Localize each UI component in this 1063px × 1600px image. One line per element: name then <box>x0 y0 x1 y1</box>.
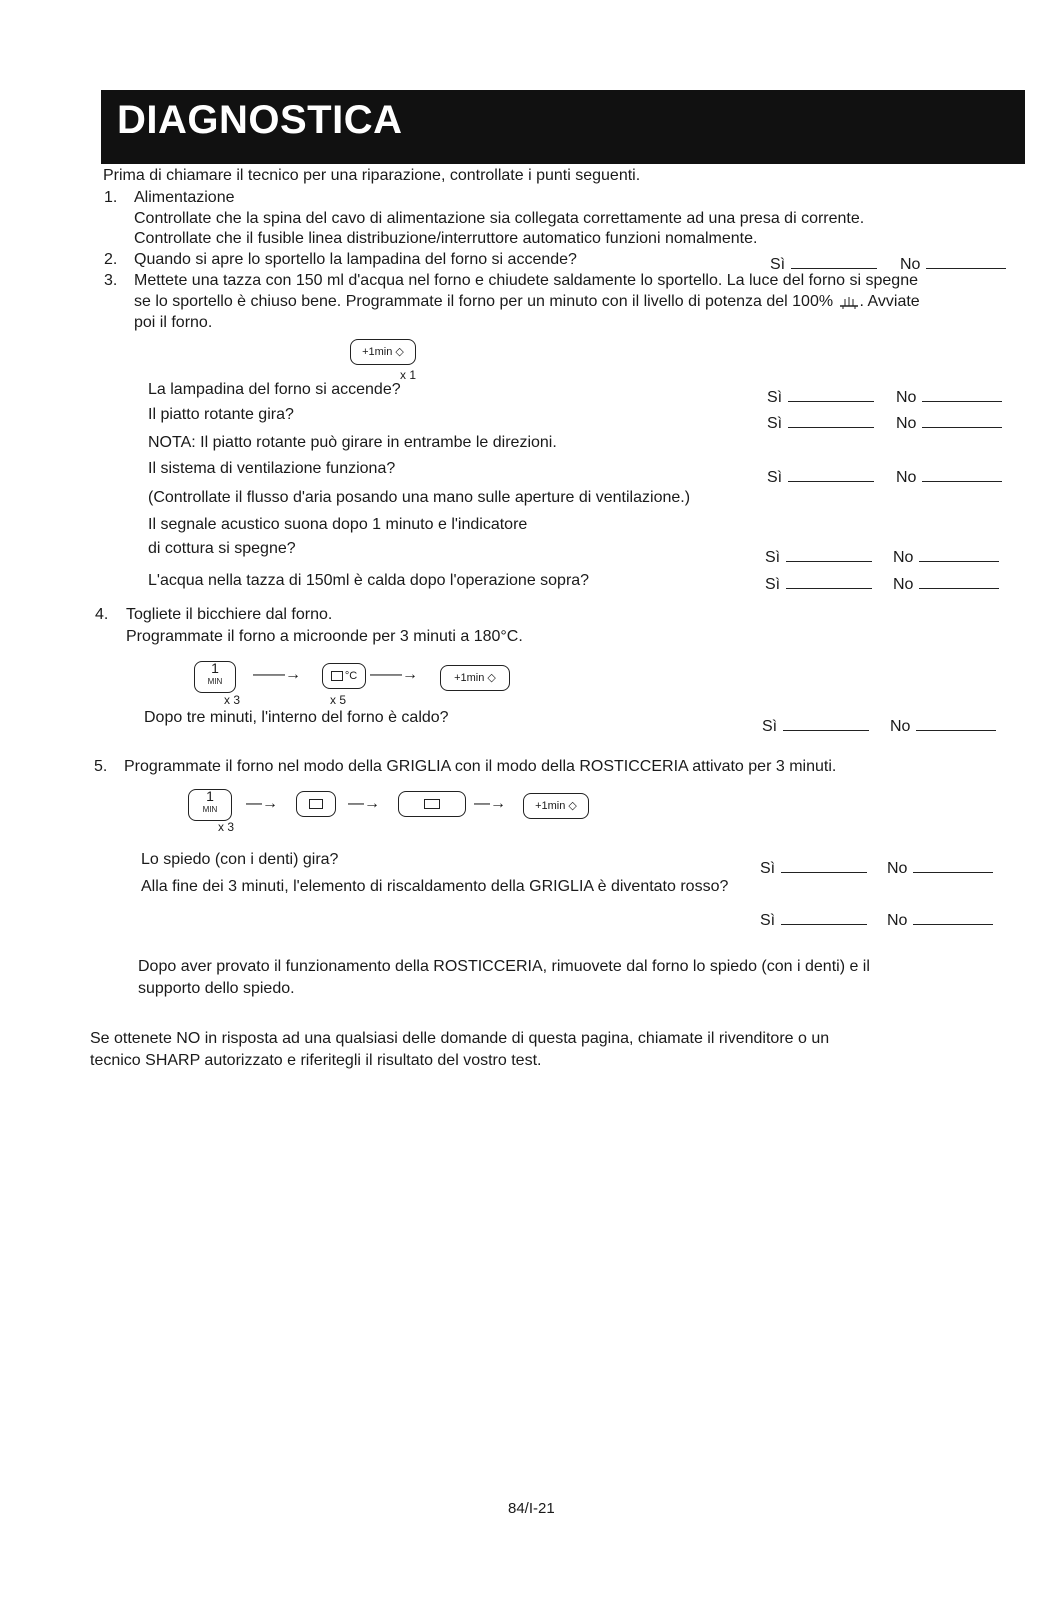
yes-answer: Sì <box>767 415 874 433</box>
note: (Controllate il flusso d'aria posando una mano sulle aperture di ventilazione.) <box>148 489 691 506</box>
note: Dopo aver provato il funzionamento della ROSTICCERIA, rimuovete dal forno lo spiedo (con i denti) e il <box>138 958 870 975</box>
yes-answer: Sì <box>760 912 867 930</box>
key-multiplier: x 1 <box>400 368 417 382</box>
yes-answer: Sì <box>767 469 874 487</box>
rotisserie-icon <box>424 799 440 809</box>
item4-line: Programmate il forno a microonde per 3 minuti a 180°C. <box>126 628 523 645</box>
start-plus-one-minute-button: +1min ◇ <box>523 793 589 819</box>
arrow-right-icon: ——→ <box>253 666 301 683</box>
footer-text: tecnico SHARP autorizzato e riferitegli il risultato del vostro test. <box>90 1052 542 1069</box>
grill-button <box>296 791 336 817</box>
one-minute-button: 1 MIN <box>188 789 232 821</box>
one-minute-button: 1 MIN <box>194 661 236 693</box>
no-answer: No <box>890 718 996 736</box>
intro-text: Prima di chiamare il tecnico per una riparazione, controllate i punti seguenti. <box>103 167 641 184</box>
item-number: 3. <box>104 272 118 289</box>
no-answer: No <box>900 256 1006 274</box>
no-answer: No <box>896 389 1002 407</box>
item1-line: Controllate che la spina del cavo di alimentazione sia collegata correttamente ad una presa di corrente. <box>134 210 865 227</box>
item-number: 4. <box>95 606 109 623</box>
start-plus-one-minute-button: +1min ◇ <box>440 665 510 691</box>
arrow-right-icon: —→ <box>246 795 278 812</box>
question: Il piatto rotante gira? <box>148 406 294 423</box>
page-number: 84/I-21 <box>508 1500 555 1517</box>
item3-line: poi il forno. <box>134 314 213 331</box>
no-answer: No <box>896 469 1002 487</box>
yes-answer: Sì <box>762 718 869 736</box>
question: L'acqua nella tazza di 150ml è calda dopo l'operazione sopra? <box>148 572 590 589</box>
key-multiplier: x 3 <box>224 693 241 707</box>
yes-answer: Sì <box>767 389 874 407</box>
question: Lo spiedo (con i denti) gira? <box>141 851 339 868</box>
item1-heading: Alimentazione <box>134 189 235 206</box>
arrow-right-icon: —→ <box>474 795 506 812</box>
start-plus-one-minute-button: +1min ◇ <box>350 339 416 365</box>
key-multiplier: x 5 <box>330 693 347 707</box>
no-answer: No <box>893 576 999 594</box>
question: Il segnale acustico suona dopo 1 minuto e l'indicatore <box>148 516 528 533</box>
convection-temperature-button: °C <box>322 663 366 689</box>
question: La lampadina del forno si accende? <box>148 381 401 398</box>
item4-line: Togliete il bicchiere dal forno. <box>126 606 333 623</box>
note: supporto dello spiedo. <box>138 980 295 997</box>
yes-answer: Sì <box>770 256 877 274</box>
yes-answer: Sì <box>760 860 867 878</box>
item-number: 2. <box>104 251 118 268</box>
yes-answer: Sì <box>765 549 872 567</box>
key-multiplier: x 3 <box>218 820 235 834</box>
item-number: 5. <box>94 758 108 775</box>
question: Dopo tre minuti, l'interno del forno è caldo? <box>144 709 449 726</box>
no-answer: No <box>887 912 993 930</box>
title-banner <box>101 90 1025 164</box>
no-answer: No <box>893 549 999 567</box>
question: di cottura si spegne? <box>148 540 296 557</box>
arrow-right-icon: —→ <box>348 795 380 812</box>
no-answer: No <box>896 415 1002 433</box>
convection-icon <box>331 671 343 681</box>
rotisserie-button <box>398 791 466 817</box>
item-number: 1. <box>104 189 118 206</box>
item3-line: Mettete una tazza con 150 ml d'acqua nel forno e chiudete saldamente lo sportello. La luce del forno si spegne <box>134 272 918 289</box>
item5-line: Programmate il forno nel modo della GRIGLIA con il modo della ROSTICCERIA attivato per 3 minuti. <box>124 758 837 775</box>
no-answer: No <box>887 860 993 878</box>
item3-line: se lo sportello è chiuso bene. Programmate il forno per un minuto con il livello di potenza del 100% . Avviate <box>134 293 920 310</box>
page-title: DIAGNOSTICA <box>117 98 403 142</box>
item1-line: Controllate che il fusible linea distribuzione/interruttore automatico funzioni nomalmente. <box>134 230 758 247</box>
yes-answer: Sì <box>765 576 872 594</box>
footer-text: Se ottenete NO in risposta ad una qualsiasi delle domande di questa pagina, chiamate il rivenditore o un <box>90 1030 830 1047</box>
grill-icon <box>309 799 323 809</box>
question: Il sistema di ventilazione funziona? <box>148 460 396 477</box>
question: Alla fine dei 3 minuti, l'elemento di riscaldamento della GRIGLIA è diventato rosso? <box>141 878 729 895</box>
item2-question: Quando si apre lo sportello la lampadina del forno si accende? <box>134 251 577 268</box>
power-level-icon <box>838 295 860 309</box>
note: NOTA: Il piatto rotante può girare in entrambe le direzioni. <box>148 434 557 451</box>
arrow-right-icon: ——→ <box>370 666 418 683</box>
